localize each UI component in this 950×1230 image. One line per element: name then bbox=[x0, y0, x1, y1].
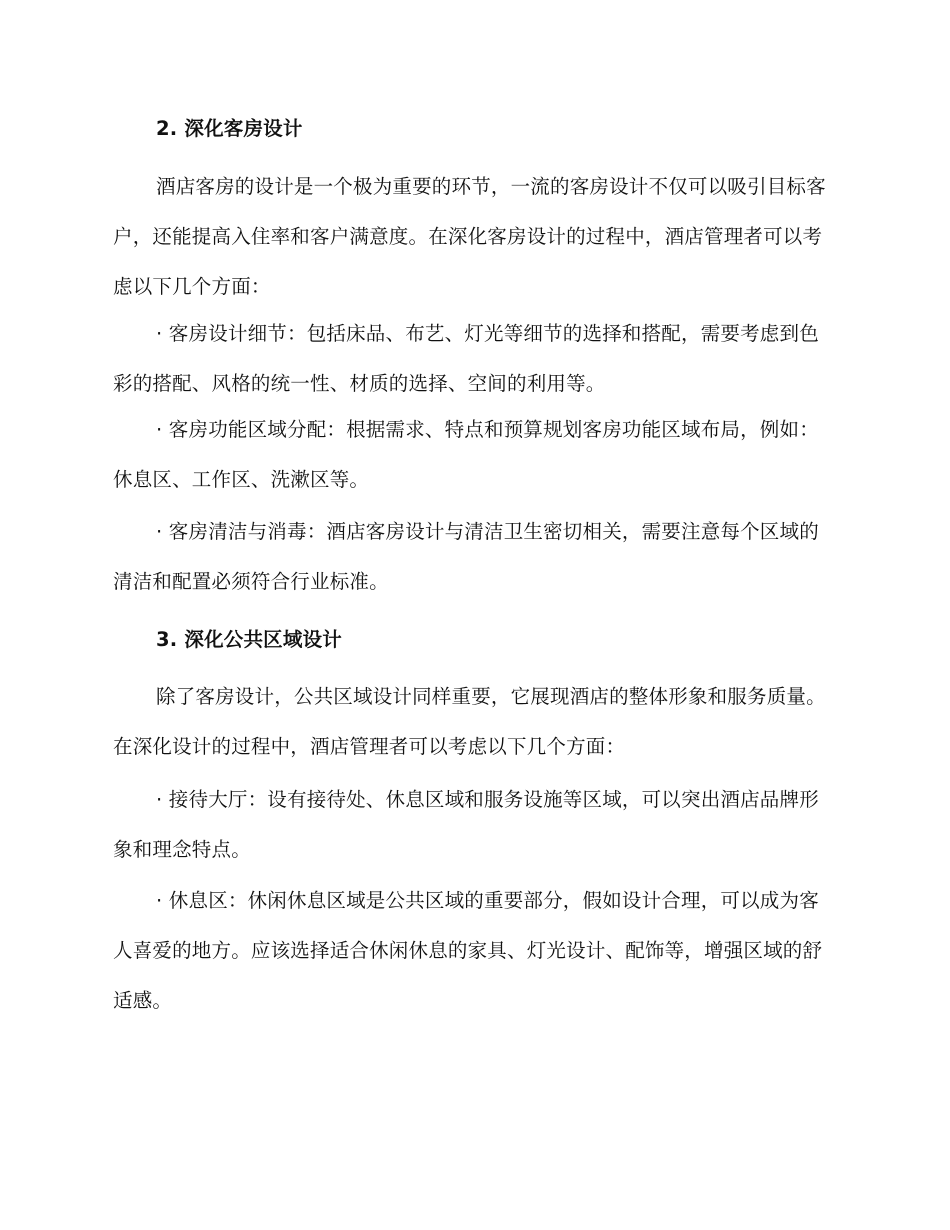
list-item-room-cleaning: · 客房清洁与消毒：酒店客房设计与清洁卫生密切相关，需要注意每个区域的清洁和配置必须符合行业标准。 bbox=[113, 520, 819, 593]
list-item-reception-lobby: · 接待大厅：设有接待处、休息区域和服务设施等区域，可以突出酒店品牌形象和理念特点。 bbox=[113, 788, 819, 861]
section-heading-public-area-design: 3. 深化公共区域设计 bbox=[156, 628, 342, 651]
paragraph-public-area-intro: 除了客房设计，公共区域设计同样重要，它展现酒店的整体形象和服务质量。在深化设计的过程中，酒店管理者可以考虑以下几个方面： bbox=[113, 685, 826, 758]
list-item-room-function-zones: · 客房功能区域分配：根据需求、特点和预算规划客房功能区域布局，例如：休息区、工作区、洗漱区等。 bbox=[113, 418, 819, 491]
paragraph-room-design-intro: 酒店客房的设计是一个极为重要的环节，一流的客房设计不仅可以吸引目标客户，还能提高入住率和客户满意度。在深化客房设计的过程中，酒店管理者可以考虑以下几个方面： bbox=[113, 175, 826, 298]
list-item-room-design-details: · 客房设计细节：包括床品、布艺、灯光等细节的选择和搭配，需要考虑到色彩的搭配、风格的统一性、材质的选择、空间的利用等。 bbox=[113, 322, 819, 395]
list-item-lounge-area: · 休息区：休闲休息区域是公共区域的重要部分，假如设计合理，可以成为客人喜爱的地方。应该选择适合休闲休息的家具、灯光设计、配饰等，增强区域的舒适感。 bbox=[113, 889, 823, 1012]
section-heading-room-design: 2. 深化客房设计 bbox=[156, 117, 303, 140]
